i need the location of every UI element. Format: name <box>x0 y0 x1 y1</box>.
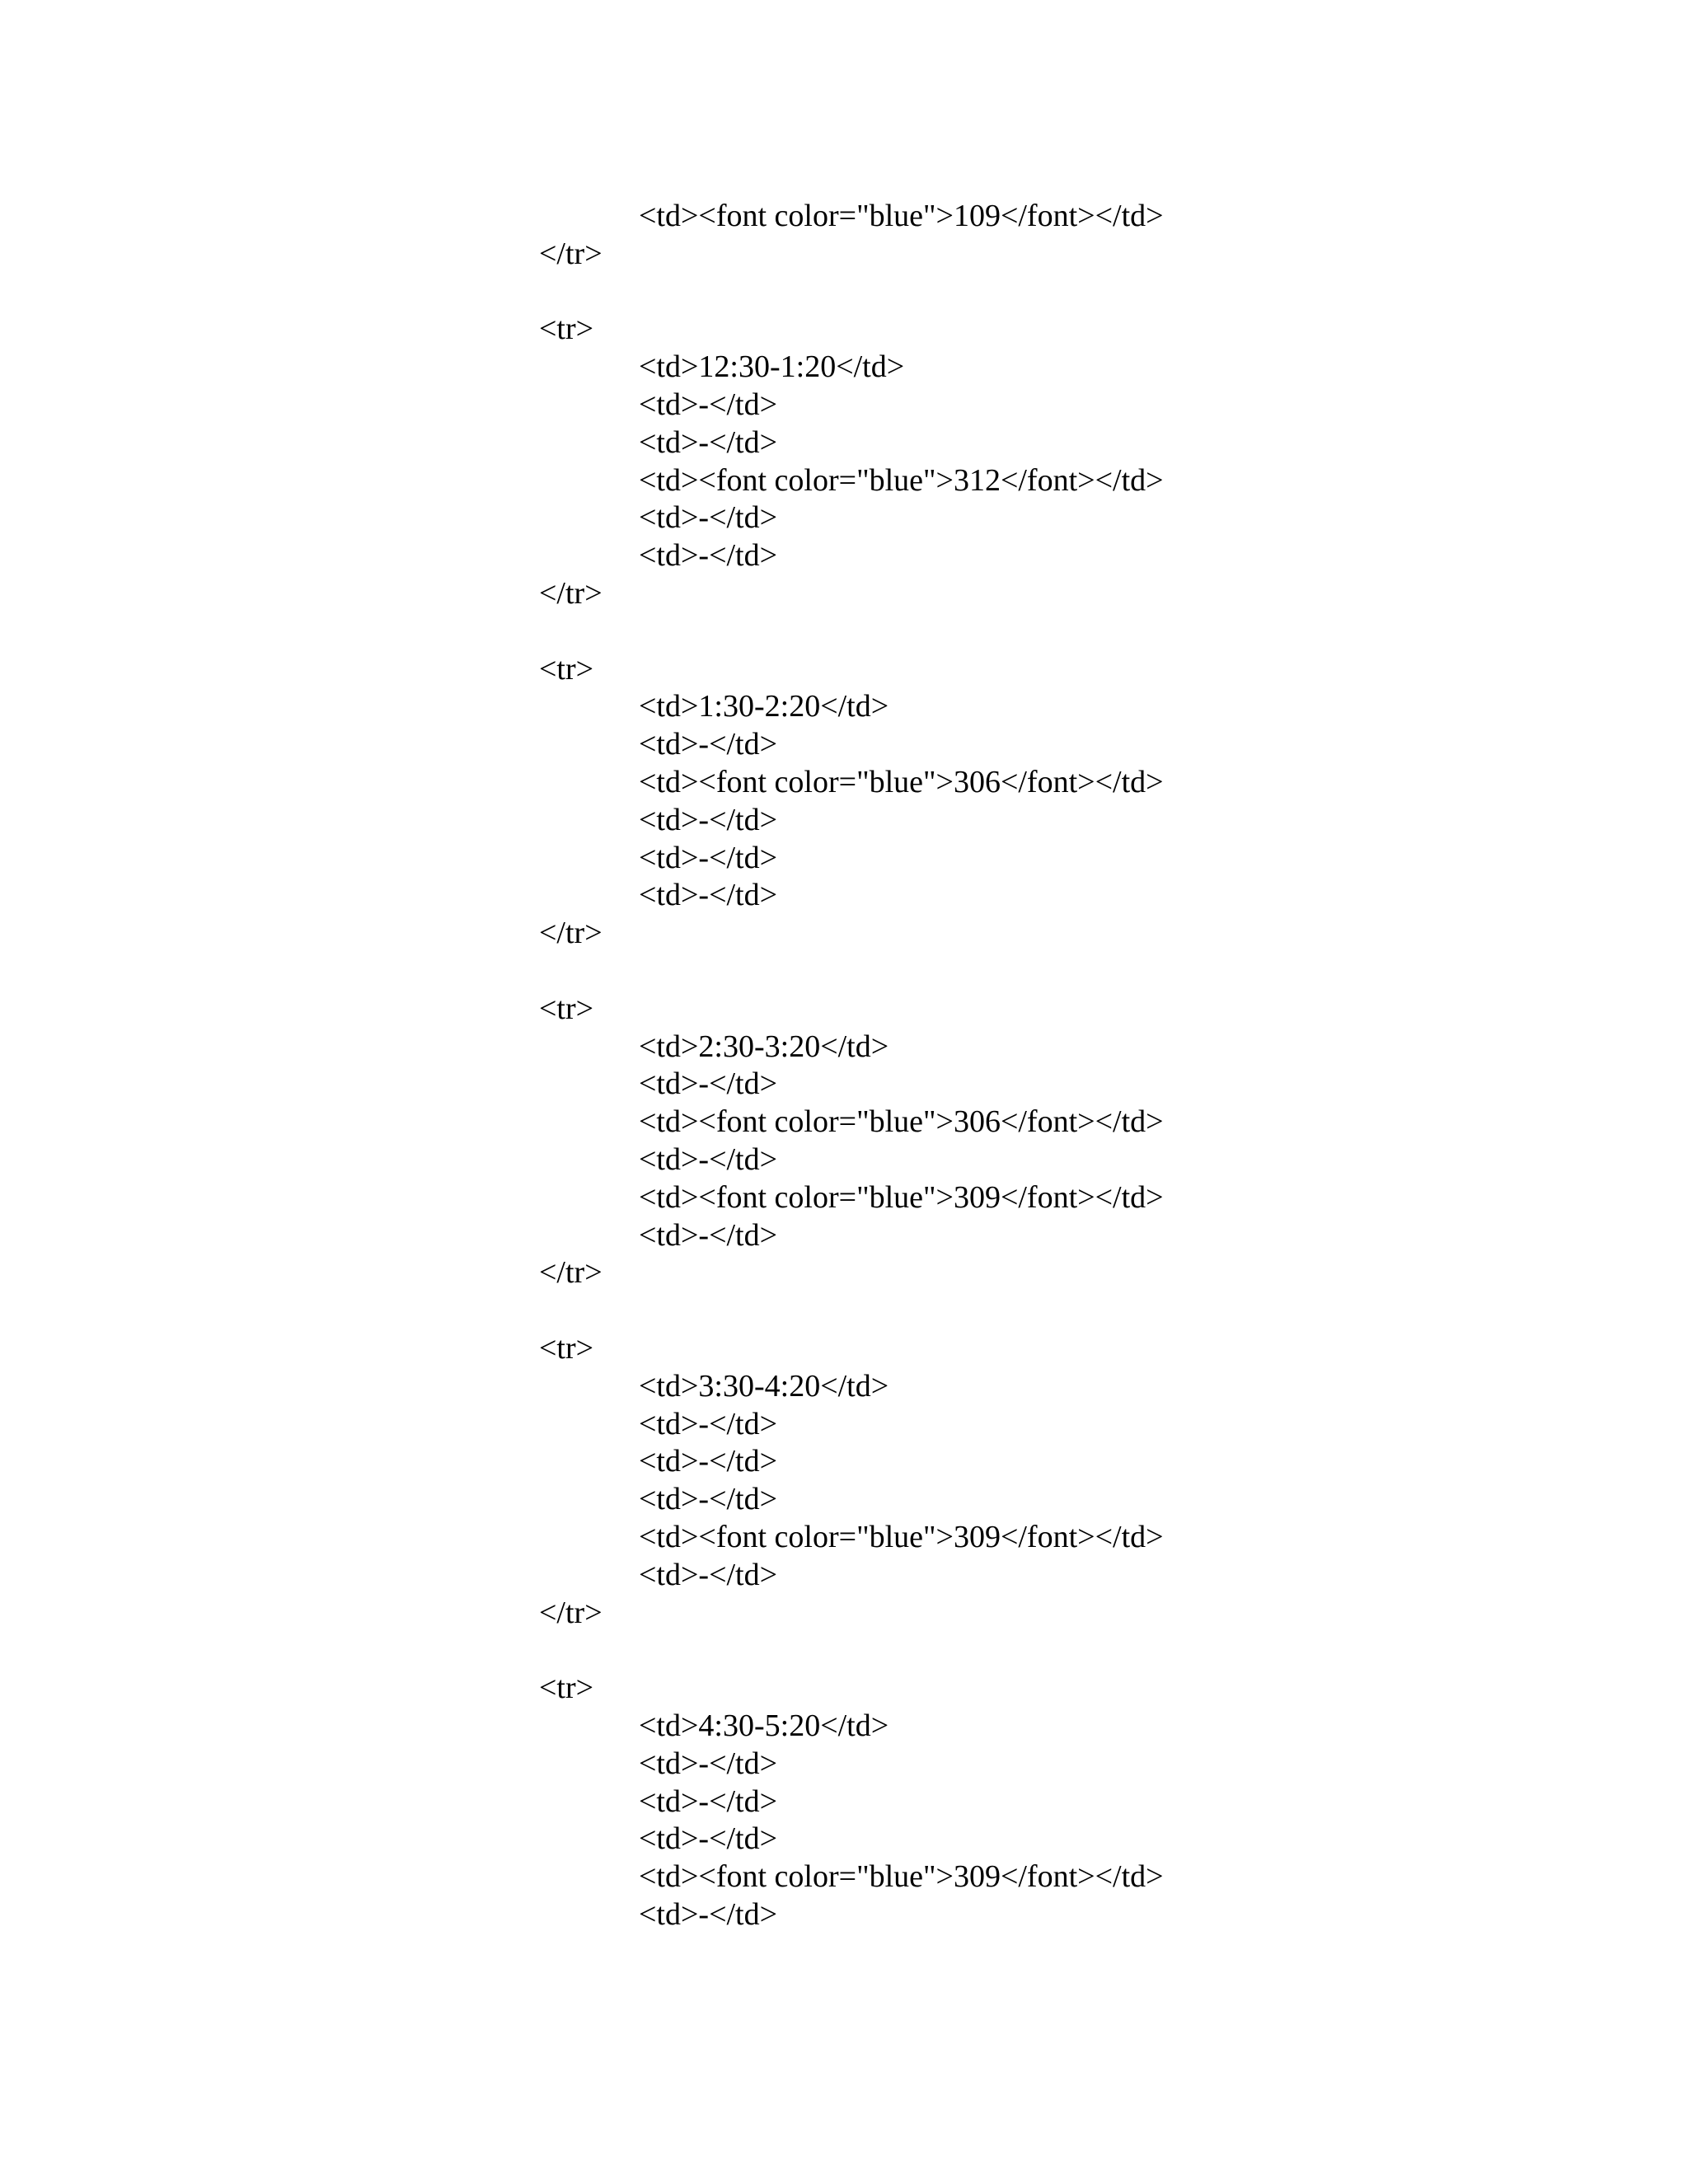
td-empty-line: <td>-</td> <box>639 1746 778 1781</box>
td-empty-line: <td>-</td> <box>639 1217 778 1253</box>
td-empty-line: <td>-</td> <box>639 500 778 536</box>
td-time-line: <td>3:30-4:20</td> <box>639 1368 889 1404</box>
td-room-line: <td><font color="blue">309</font></td> <box>639 1859 1164 1895</box>
td-time-line: <td>2:30-3:20</td> <box>639 1029 889 1064</box>
tr-open-line: <tr> <box>539 312 594 347</box>
td-empty-line: <td>-</td> <box>639 840 778 875</box>
td-room-line: <td><font color="blue">109</font></td> <box>639 199 1164 233</box>
td-empty-line: <td>-</td> <box>639 1821 778 1857</box>
tr-open-line: <tr> <box>539 991 594 1026</box>
tr-close-line: </tr> <box>539 1255 603 1291</box>
tr-open-line: <tr> <box>539 1671 594 1706</box>
td-empty-line: <td>-</td> <box>639 1897 778 1932</box>
td-empty-line: <td>-</td> <box>639 802 778 837</box>
td-empty-line: <td>-</td> <box>639 727 778 762</box>
td-empty-line: <td>-</td> <box>639 387 778 422</box>
tr-close-line: </tr> <box>539 236 603 271</box>
td-room-line: <td><font color="blue">312</font></td> <box>639 462 1164 498</box>
tr-close-line: </tr> <box>539 576 603 611</box>
td-room-line: <td><font color="blue">309</font></td> <box>639 1520 1164 1554</box>
td-room-line: <td><font color="blue">306</font></td> <box>639 1104 1164 1140</box>
td-empty-line: <td>-</td> <box>639 1482 778 1517</box>
tr-open-line: <tr> <box>539 651 594 687</box>
td-time-line: <td>4:30-5:20</td> <box>639 1708 889 1743</box>
td-empty-line: <td>-</td> <box>639 1142 778 1177</box>
td-empty-line: <td>-</td> <box>639 1406 778 1441</box>
td-empty-line: <td>-</td> <box>639 424 778 460</box>
td-time-line: <td>1:30-2:20</td> <box>639 689 889 724</box>
td-room-line: <td><font color="blue">309</font></td> <box>639 1179 1164 1215</box>
td-empty-line: <td>-</td> <box>639 1557 778 1592</box>
td-empty-line: <td>-</td> <box>639 1066 778 1102</box>
tr-open-line: <tr> <box>539 1331 594 1366</box>
td-empty-line: <td>-</td> <box>639 1783 778 1819</box>
td-time-line: <td>12:30-1:20</td> <box>639 349 905 385</box>
tr-close-line: </tr> <box>539 916 603 951</box>
td-empty-line: <td>-</td> <box>639 1444 778 1479</box>
td-empty-line: <td>-</td> <box>639 878 778 913</box>
td-room-line: <td><font color="blue">306</font></td> <box>639 765 1164 799</box>
tr-close-line: </tr> <box>539 1595 603 1630</box>
td-empty-line: <td>-</td> <box>639 538 778 574</box>
